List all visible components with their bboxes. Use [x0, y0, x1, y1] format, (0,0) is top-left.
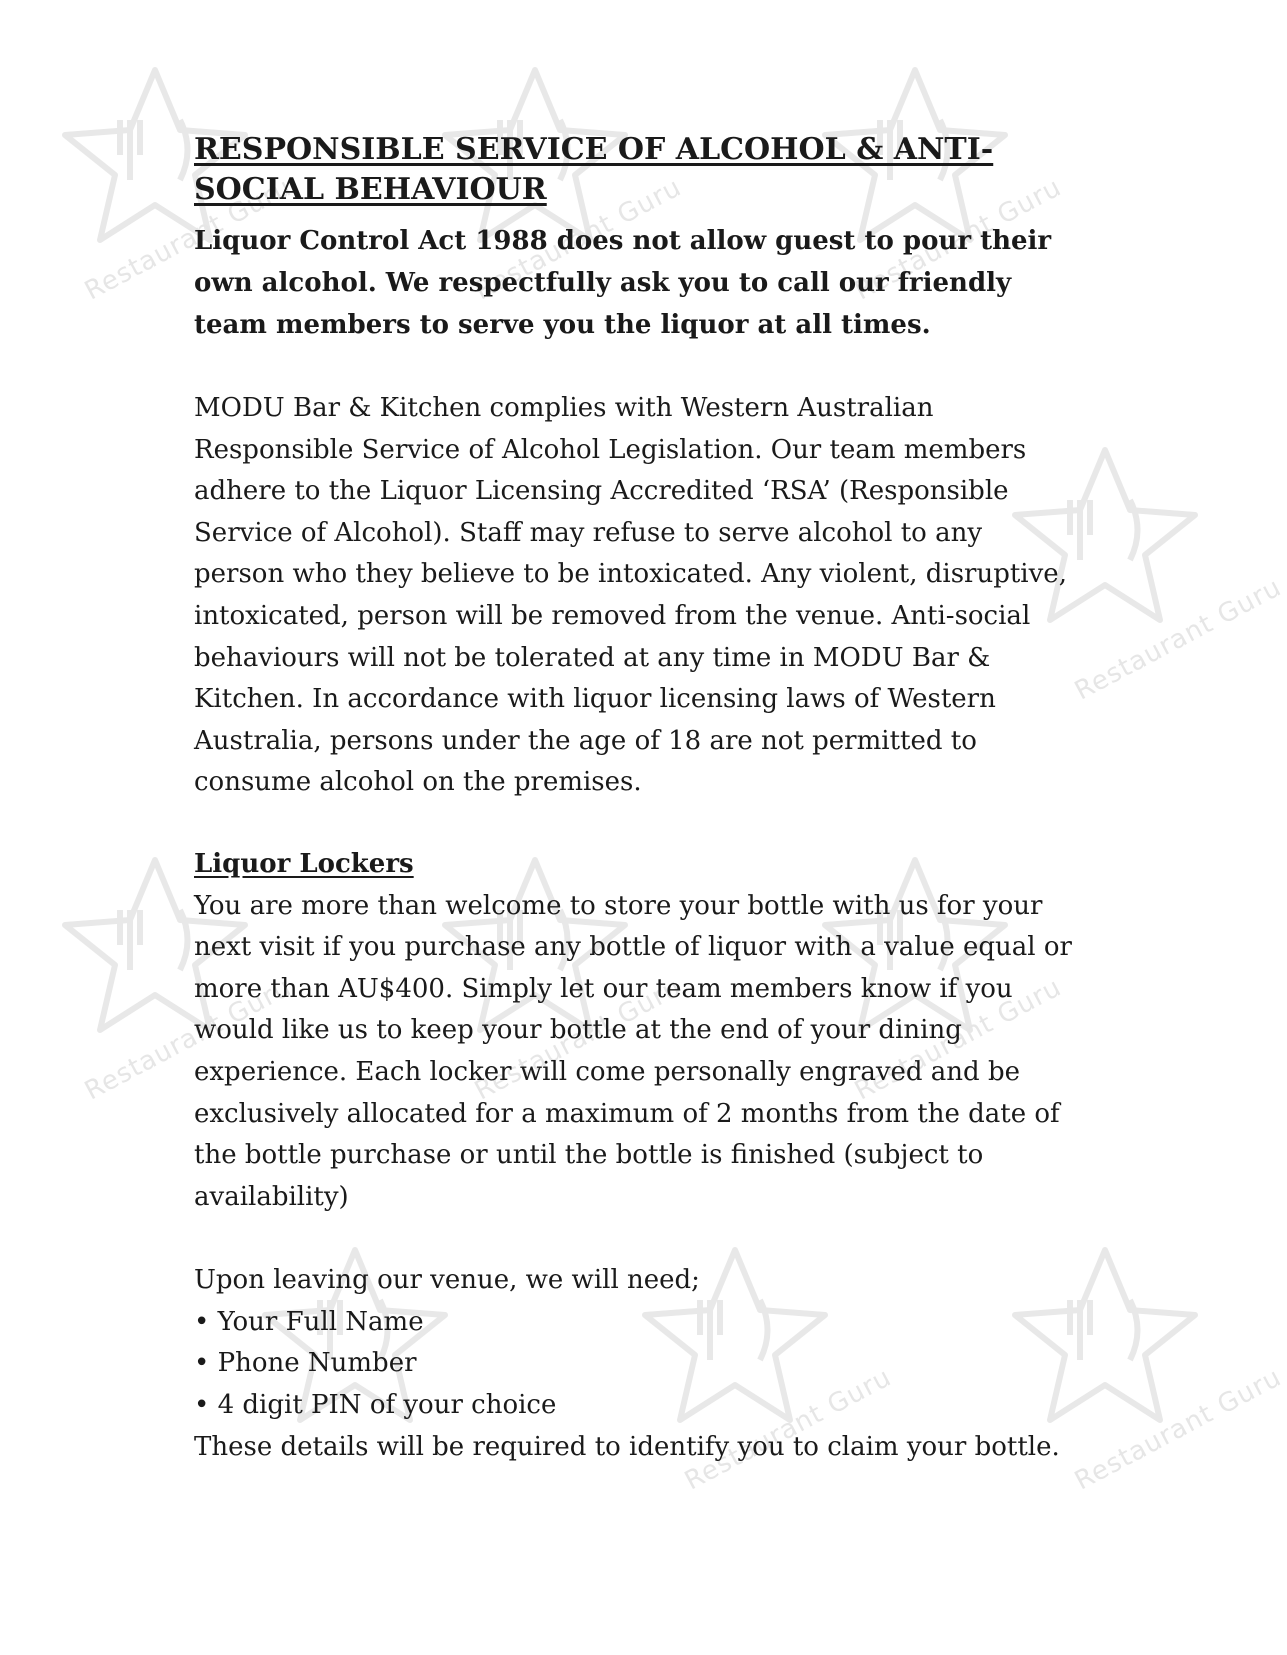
watermark-text: Restaurant Guru	[850, 172, 1067, 307]
lockers-heading: Liquor Lockers	[194, 848, 414, 879]
requirement-item: • Phone Number	[194, 1343, 1074, 1385]
lockers-body: You are more than welcome to store your bottle with us for your next visit if you purchase any bottle of liquor with a value equal or more than AU$400. Simply let our team members know if you would like us to keep your bottle at the end of your dining experience. Each locker will come personally engraved and be exclusively allocated for a maximum of 2 months from the date of the bottle purchase or until the bottle is finished (subject to availability)	[194, 890, 1072, 1212]
rsa-heading: RESPONSIBLE SERVICE OF ALCOHOL & ANTI-SOCIAL BEHAVIOUR	[194, 132, 994, 207]
closing-note: These details will be required to identify you to claim your bottle.	[194, 1431, 1060, 1462]
requirement-item: • 4 digit PIN of your choice	[194, 1385, 1074, 1427]
watermark-text: Restaurant Guru	[470, 172, 687, 307]
requirements-list	[194, 1302, 1074, 1427]
watermark-text: Restaurant Guru	[850, 972, 1067, 1107]
watermark-text: Restaurant Guru	[680, 1362, 897, 1497]
watermark-text: Restaurant Guru	[470, 972, 687, 1107]
leaving-intro: Upon leaving our venue, we will need;	[194, 1265, 700, 1296]
rsa-intro: Liquor Control Act 1988 does not allow guest to pour their own alcohol. We respectfully ask you to call our friendly team members to serve you the liquor at all times.	[194, 226, 1052, 340]
rsa-body: MODU Bar & Kitchen complies with Western Australian Responsible Service of Alcohol Legislation. Our team members adhere to the Liquor Licensing Accredited ‘RSA’ (Responsible Service of Alcohol). Staff may refuse to serve alcohol to any person who they believe to be intoxicated. Any violent, disruptive, intoxicated, person will be removed from the venue. Anti-social behaviours will not be tolerated at any time in MODU Bar & Kitchen. In accordance with liquor licensing laws of Western Australia, persons under the age of 18 are not permitted to consume alcohol on the premises.	[194, 393, 1067, 798]
requirement-item: • Your Full Name	[194, 1302, 1074, 1344]
watermark-text: Restaurant Guru	[1070, 1362, 1287, 1497]
watermark-text: Restaurant Guru	[80, 972, 297, 1107]
watermark-text: Restaurant Guru	[1070, 572, 1287, 707]
watermark-text: Restaurant Guru	[80, 172, 297, 307]
document-content	[194, 130, 1074, 1468]
